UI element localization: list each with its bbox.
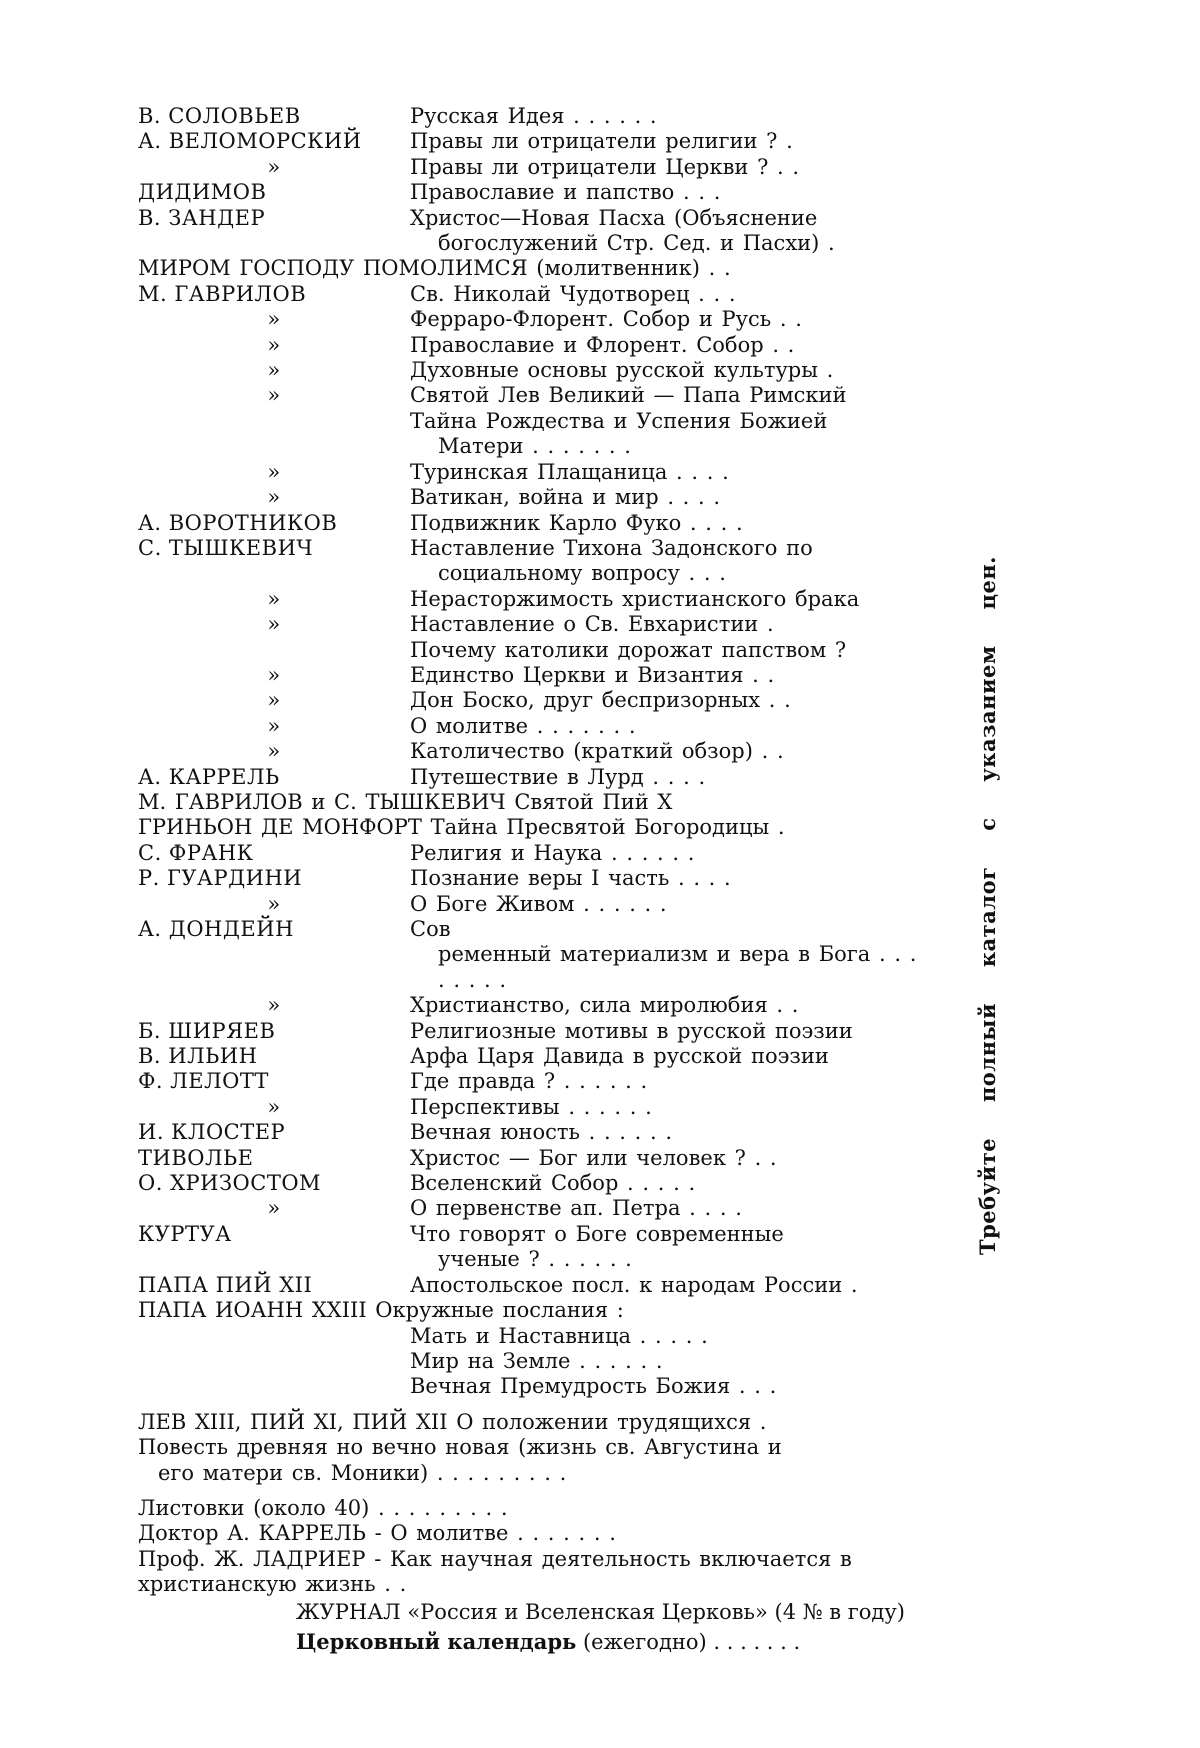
ditto-mark: »: [267, 713, 281, 738]
catalog-entry: [138, 1095, 928, 1120]
entry-title: Святой Лев Великий — Папа Римский: [410, 383, 847, 408]
entry-text: ГРИНЬОН ДЕ МОНФОРТ Тайна Пресвятой Богородицы .: [138, 815, 785, 840]
catalog-entry: [138, 612, 928, 637]
catalog-entry: [138, 1044, 928, 1069]
entry-author: С. ТЫШКЕВИЧ: [138, 535, 314, 560]
entry-title: Мать и Наставница . . . . .: [410, 1323, 708, 1348]
ditto-mark: »: [267, 612, 281, 637]
entry-title: Наставление Тихона Задонского по социальному вопросу . . .: [410, 535, 813, 586]
entry-title: Православие и папство . . .: [410, 180, 721, 205]
entry-author: Б. ШИРЯЕВ: [138, 1018, 276, 1043]
entry-text: Листовки (около 40) . . . . . . . . .: [138, 1495, 508, 1520]
catalog-entry: [138, 1120, 928, 1145]
catalog-entry: [138, 129, 928, 154]
ditto-mark: »: [267, 586, 281, 611]
catalog-entry: [138, 1496, 928, 1521]
catalog-entry: [138, 1196, 928, 1221]
catalog-entry: [138, 1222, 928, 1273]
catalog-entry: [138, 409, 928, 460]
entry-author: ДИДИМОВ: [138, 180, 267, 205]
catalog-entry: [138, 180, 928, 205]
ditto-mark: »: [267, 662, 281, 687]
entry-author: В. ИЛЬИН: [138, 1044, 258, 1069]
entry-text: Проф. Ж. ЛАДРИЕР - Как научная деятельность включается в христианскую жизнь . .: [138, 1546, 852, 1597]
entry-title: О первенстве ап. Петра . . . .: [410, 1196, 742, 1221]
catalog-entry: [138, 1349, 928, 1374]
catalog-entry: [138, 485, 928, 510]
catalog-entry: [138, 1435, 928, 1486]
catalog-entry: [138, 333, 928, 358]
catalog-entry: [138, 256, 928, 281]
ditto-mark: »: [267, 358, 281, 383]
entry-author: А. КАРРЕЛЬ: [138, 764, 280, 789]
catalog-entry: [138, 511, 928, 536]
entry-title: Духовные основы русской культуры .: [410, 358, 834, 383]
entry-title: Путешествие в Лурд . . . .: [410, 764, 706, 789]
entry-title: Познание веры I часть . . . .: [410, 866, 731, 891]
calendar-line: [296, 1627, 1086, 1657]
catalog-entry: [138, 1019, 928, 1044]
ditto-mark: »: [267, 993, 281, 1018]
entry-title: Православие и Флорент. Собор . .: [410, 332, 795, 357]
catalog-entry: [138, 866, 928, 891]
entry-title: Русская Идея . . . . . .: [410, 104, 657, 128]
spacer: [138, 1486, 928, 1496]
catalog-entry: [138, 307, 928, 332]
catalog-entry: [138, 1324, 928, 1349]
ditto-mark: »: [267, 332, 281, 357]
entry-text: Доктор А. КАРРЕЛЬ - О молитве . . . . . . .: [138, 1521, 616, 1546]
entry-title: Ватикан, война и мир . . . .: [410, 485, 721, 510]
entry-title: Вечная Премудрость Божия . . .: [410, 1374, 777, 1399]
catalog-entry: [138, 1146, 928, 1171]
catalog-entry: [138, 206, 928, 257]
catalog-entry: [138, 1069, 928, 1094]
footer: [296, 1597, 1086, 1657]
entry-title: Арфа Царя Давида в русской поэзии: [410, 1044, 829, 1069]
spacer: [138, 1400, 928, 1410]
entry-title: Христос — Бог или человек ? . .: [410, 1145, 777, 1170]
catalog-entry: [138, 841, 928, 866]
catalog-entry: [138, 1374, 928, 1399]
entry-title: Правы ли отрицатели Церкви ? . .: [410, 154, 800, 179]
catalog-entry: [138, 993, 928, 1018]
entry-title: Апостольское посл. к народам России .: [410, 1272, 858, 1297]
entry-title: Ферраро-Флорент. Собор и Русь . .: [410, 307, 802, 332]
entry-title: Туринская Плащаница . . . .: [410, 459, 729, 484]
ditto-mark: »: [267, 459, 281, 484]
catalog-entry: [138, 1298, 928, 1323]
entry-author: ТИВОЛЬЕ: [138, 1145, 254, 1170]
entry-text: ПАПА ИОАНН XXIII Окружные послания :: [138, 1298, 624, 1323]
catalog-entry: [138, 1521, 928, 1546]
entry-title: Христианство, сила миролюбия . .: [410, 993, 799, 1018]
catalog-entry: [138, 104, 928, 129]
entry-title: Дон Боско, друг беспризорных . .: [410, 688, 791, 713]
entry-author: В. ЗАНДЕР: [138, 205, 266, 230]
calendar-title: Церковный календарь: [296, 1629, 577, 1654]
entry-title: Почему католики дорожат папством ?: [410, 637, 847, 662]
entry-title: Единство Церкви и Византия . .: [410, 662, 775, 687]
entry-title: Христос—Новая Пасха (Объяснение богослужений Стр. Сед. и Пасхи) .: [410, 205, 835, 256]
catalog-entry: [138, 688, 928, 713]
ditto-mark: »: [267, 485, 281, 510]
catalog-entry: [138, 790, 928, 815]
catalog-entry: [138, 1410, 928, 1435]
entry-author: Ф. ЛЕЛОТТ: [138, 1069, 269, 1094]
catalog-entry: [138, 1547, 928, 1598]
catalog-entry: [138, 587, 928, 612]
entry-title: Св. Николай Чудотворец . . .: [410, 281, 736, 306]
ditto-mark: »: [267, 1094, 281, 1119]
ditto-mark: »: [267, 1196, 281, 1221]
entry-title: Тайна Рождества и Успения Божией Матери . . . . . . .: [410, 408, 828, 459]
entry-title: Религиозные мотивы в русской поэзии: [410, 1018, 853, 1043]
catalog-entry: [138, 282, 928, 307]
catalog-entry: [138, 638, 928, 663]
ditto-mark: »: [267, 688, 281, 713]
ditto-mark: »: [267, 739, 281, 764]
entry-author: В. СОЛОВЬЕВ: [138, 104, 301, 128]
entry-title: Что говорят о Боге современные ученые ? . . . . . .: [410, 1221, 784, 1272]
entry-title: О молитве . . . . . . .: [410, 713, 636, 738]
ditto-mark: »: [267, 154, 281, 179]
ditto-mark: »: [267, 383, 281, 408]
entry-text: М. ГАВРИЛОВ и С. ТЫШКЕВИЧ Святой Пий Х: [138, 789, 673, 814]
entry-author: А. ВОРОТНИКОВ: [138, 510, 338, 535]
entry-title: Наставление о Св. Евхаристии .: [410, 612, 774, 637]
catalog-entry: [138, 358, 928, 383]
catalog-entry: [138, 739, 928, 764]
side-note: Требуйте полный каталог с указанием цен.: [975, 556, 1000, 1255]
entry-author: Р. ГУАРДИНИ: [138, 866, 303, 891]
entry-title: Религия и Наука . . . . . .: [410, 840, 695, 865]
journal-line: ЖУРНАЛ «Россия и Вселенская Церковь» (4 № в году): [296, 1600, 905, 1624]
entry-author: КУРТУА: [138, 1221, 232, 1246]
catalog-entry: [138, 1273, 928, 1298]
entry-title: Сов ременный материализм и вера в Бога . . . . . . . .: [410, 917, 917, 992]
catalog-entry: [138, 917, 928, 993]
entry-author: С. ФРАНК: [138, 840, 254, 865]
entry-author: М. ГАВРИЛОВ: [138, 281, 307, 306]
entry-title: Правы ли отрицатели религии ? .: [410, 129, 793, 154]
entry-author: И. КЛОСТЕР: [138, 1120, 286, 1145]
entry-title: Подвижник Карло Фуко . . . .: [410, 510, 743, 535]
ditto-mark: »: [267, 891, 281, 916]
catalog-entry: [138, 383, 928, 408]
catalog-entry: [138, 460, 928, 485]
catalog-entry: [138, 1171, 928, 1196]
catalog-entry: [138, 892, 928, 917]
ditto-mark: »: [267, 307, 281, 332]
catalog-entry: [138, 536, 928, 587]
entry-title: Вечная юность . . . . . .: [410, 1120, 673, 1145]
entry-text: МИРОМ ГОСПОДУ ПОМОЛИМСЯ (молитвенник) . .: [138, 256, 731, 281]
entry-title: Где правда ? . . . . . .: [410, 1069, 648, 1094]
entry-title: Католичество (краткий обзор) . .: [410, 739, 784, 764]
entry-author: ПАПА ПИЙ XII: [138, 1272, 313, 1297]
entry-title: Перспективы . . . . . .: [410, 1094, 652, 1119]
entry-title: Мир на Земле . . . . . .: [410, 1348, 663, 1373]
entry-title: Вселенский Собор . . . . .: [410, 1171, 696, 1196]
catalog-list: [138, 104, 928, 1598]
catalog-entry: [138, 765, 928, 790]
catalog-entry: [138, 714, 928, 739]
calendar-rest: (ежегодно) . . . . . . .: [576, 1630, 801, 1654]
entry-author: А. ДОНДЕЙН: [138, 917, 294, 941]
entry-title: О Боге Живом . . . . . .: [410, 891, 667, 916]
catalog-entry: [138, 155, 928, 180]
entry-text: Повесть древняя но вечно новая (жизнь св. Августина и его матери св. Моники) . . . . . . . . .: [138, 1435, 782, 1485]
entry-author: О. ХРИЗОСТОМ: [138, 1171, 322, 1196]
catalog-entry: [138, 663, 928, 688]
entry-title: Нерасторжимость христианского брака: [410, 586, 860, 611]
catalog-entry: [138, 815, 928, 840]
entry-text: ЛЕВ XIII, ПИЙ XI, ПИЙ XII О положении трудящихся .: [138, 1409, 767, 1434]
entry-author: А. ВЕЛОМОРСКИЙ: [138, 129, 362, 154]
